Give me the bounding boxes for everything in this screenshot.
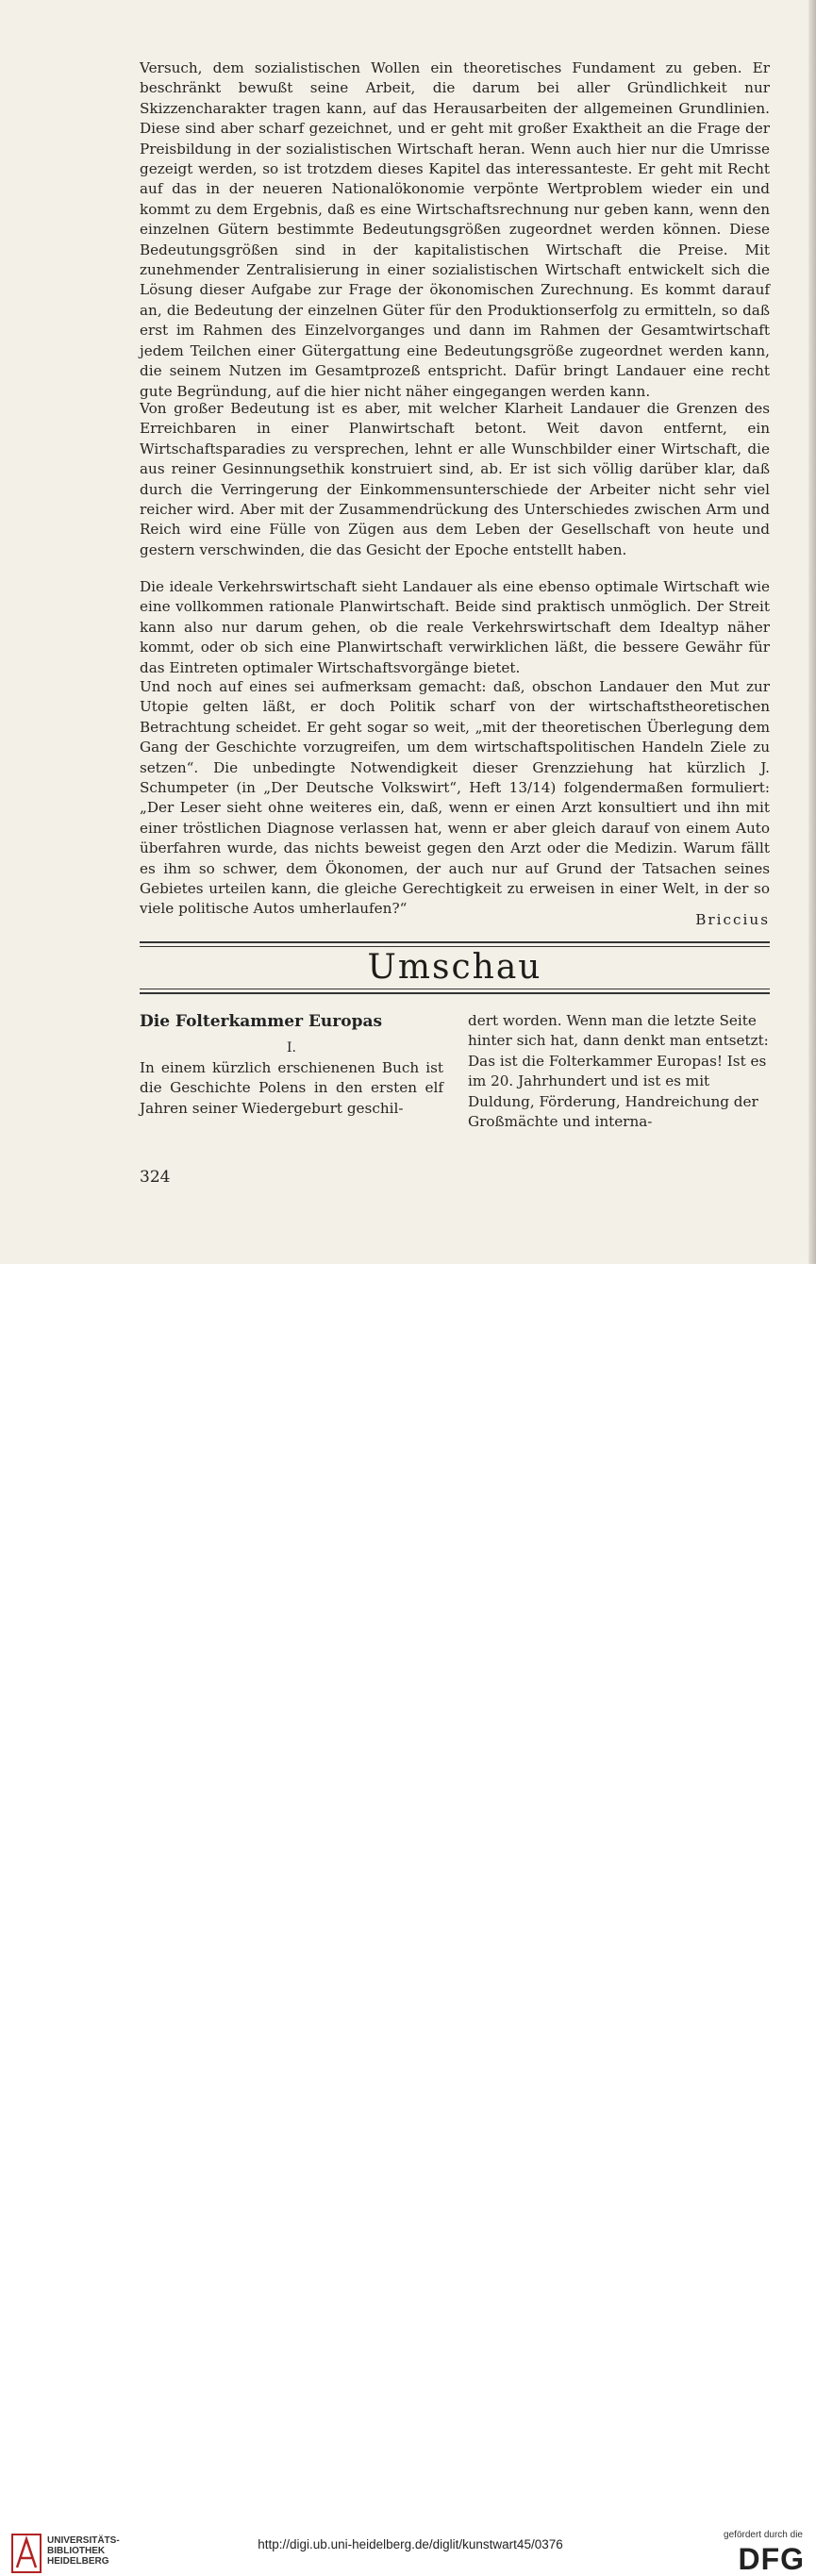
article-text-right: dert worden. Wenn man die letzte Seite hinter sich hat, dann denkt man entsetzt: Das ist die Folterkammer Europas! Ist es im 20. Jahrhundert und ist es mit Duldung, Förderung, Handreichung der Großmächte und interna-: [468, 1012, 769, 1131]
library-name-line: BIBLIOTHEK: [47, 2546, 106, 2556]
scanned-page: [0, 0, 816, 1264]
body-paragraph-3: Die ideale Verkehrswirtschaft sieht Landauer als eine ebenso optimale Wirtschaft wie eine vollkommen rationale Planwirtschaft. Beide sind praktisch unmöglich. Der Streit kann also nur darum gehen, ob die reale Verkehrswirtschaft dem Idealtyp näher kommt, oder ob sich eine Planwirtschaft verwirklichen läßt, die bessere Gewähr für das Eintreten optimaler Wirtschaftsvorgänge bietet.: [140, 578, 770, 676]
article-text-left: In einem kürzlich erschienenen Buch ist die Geschichte Polens in den ersten elf Jahren seiner Wiedergeburt geschil-: [140, 1059, 443, 1117]
document-url[interactable]: http://digi.ub.uni-heidelberg.de/diglit/kunstwart45/0376: [258, 2537, 563, 2551]
body-paragraph-2: Von großer Bedeutung ist es aber, mit welcher Klarheit Landauer die Grenzen des Erreichbaren in einer Planwirtschaft betont. Weit davon entfernt, ein Wirtschaftsparadies zu versprechen, lehnt er alle Wunschbilder einer Wirtschaft, die aus reiner Gesinnungsethik konstruiert sind, ab. Er ist sich völlig darüber klar, daß durch die Verringerung der Einkommensunterschiede der Arbeiter nicht sehr viel reicher wird. Aber mit der Zusammendrückung des Unterschiedes zwischen Arm und Reich wird eine Fülle von Zügen aus dem Leben der Gesellschaft von heute und gestern verschwinden, die das Gesicht der Epoche entstellt haben.: [140, 400, 770, 558]
section-rule-bottom-thick: [140, 992, 770, 994]
viewer-footer: [0, 1264, 816, 2576]
right-column: [468, 1011, 770, 1132]
body-paragraph-4: Und noch auf eines sei aufmerksam gemacht: daß, obschon Landauer den Mut zur Utopie gelten läßt, er doch Politik scharf von der wirtschaftstheoretischen Betrachtung scheidet. Er geht sogar so weit, „mit der theoretischen Überlegung dem Gang der Geschichte vorzugreifen, um dem wirtschaftspolitischen Handeln Ziele zu setzen“. Die unbedingte Notwendigkeit dieser Grenzziehung hat kürzlich J. Schumpeter (in „Der Deutsche Volkswirt“, Heft 13/14) folgendermaßen formuliert: „Der Leser sieht ohne weiteres ein, daß, wenn er einen Arzt konsultiert und ihn mit einer tröstlichen Diagnose verlassen hat, wenn er aber gleich darauf von einem Auto überfahren wurde, das nichts beweist gegen den Arzt oder die Medizin. Warum fällt es ihm so schwer, dem Ökonomen, der auch nur auf Grund der Tatsachen seines Gebietes urteilen kann, die gleiche Gerechtigkeit zu erweisen in einer Welt, in der so viele politische Autos umherlaufen?“: [140, 678, 770, 918]
body-paragraph-1: Versuch, dem sozialistischen Wollen ein theoretisches Fundament zu geben. Er beschränkt bewußt seine Arbeit, die darum bei aller Gründlichkeit nur Skizzencharakter tragen kann, auf das Herausarbeiten der allgemeinen Grundlinien. Diese sind aber scharf gezeichnet, und er geht mit großer Exaktheit an die Frage der Preisbildung in der sozialistischen Wirtschaft heran. Wenn auch hier nur die Umrisse gezeigt werden, so ist trotzdem dieses Kapitel das interessanteste. Er geht mit Recht auf das in der neueren Nationalökonomie verpönte Wertproblem wieder ein und kommt zu dem Ergebnis, daß es eine Wirtschaftsrechnung nur geben kann, wenn den einzelnen Gütern bestimmte Bedeutungsgrößen zugeordnet werden können. Diese Bedeutungsgrößen sind in der kapitalistischen Wirtschaft die Preise. Mit zunehmender Zentralisierung in einer sozialistischen Wirtschaft entwickelt sich die Lösung dieser Aufgabe zur Frage der ökonomischen Zurechnung. Es kommt darauf an, die Bedeutung der einzelnen Güter für den Produktionserfolg zu ermitteln, so daß erst im Rahmen des Einzelvorganges und dann im Rahmen der Gesamtwirtschaft jedem Teilchen einer Gütergattung eine Bedeutungsgröße zugeordnet werden kann, die seinem Nutzen im Gesamtprozeß entspricht. Dafür bringt Landauer eine recht gute Begründung, auf die hier nicht näher eingegangen werden kann.: [140, 59, 770, 400]
library-name-line: HEIDELBERG: [47, 2556, 109, 2567]
article-number: I.: [287, 1040, 296, 1055]
page-number: 324: [140, 1168, 171, 1187]
left-column: [140, 1011, 443, 1119]
author-signature: Briccius: [695, 911, 770, 928]
article-title: Die Folterkammer Europas: [140, 1012, 383, 1031]
dfg-logo: DFG: [738, 2542, 805, 2576]
library-name-line: UNIVERSITÄTS-: [47, 2535, 120, 2546]
section-title: Umschau: [367, 948, 542, 987]
funding-label: gefördert durch die: [724, 2530, 803, 2540]
page-edge-shadow: [808, 0, 816, 1264]
section-rule-top-thick: [140, 941, 770, 943]
university-library-name: [47, 2535, 120, 2567]
university-library-logo-icon: [11, 2534, 42, 2573]
